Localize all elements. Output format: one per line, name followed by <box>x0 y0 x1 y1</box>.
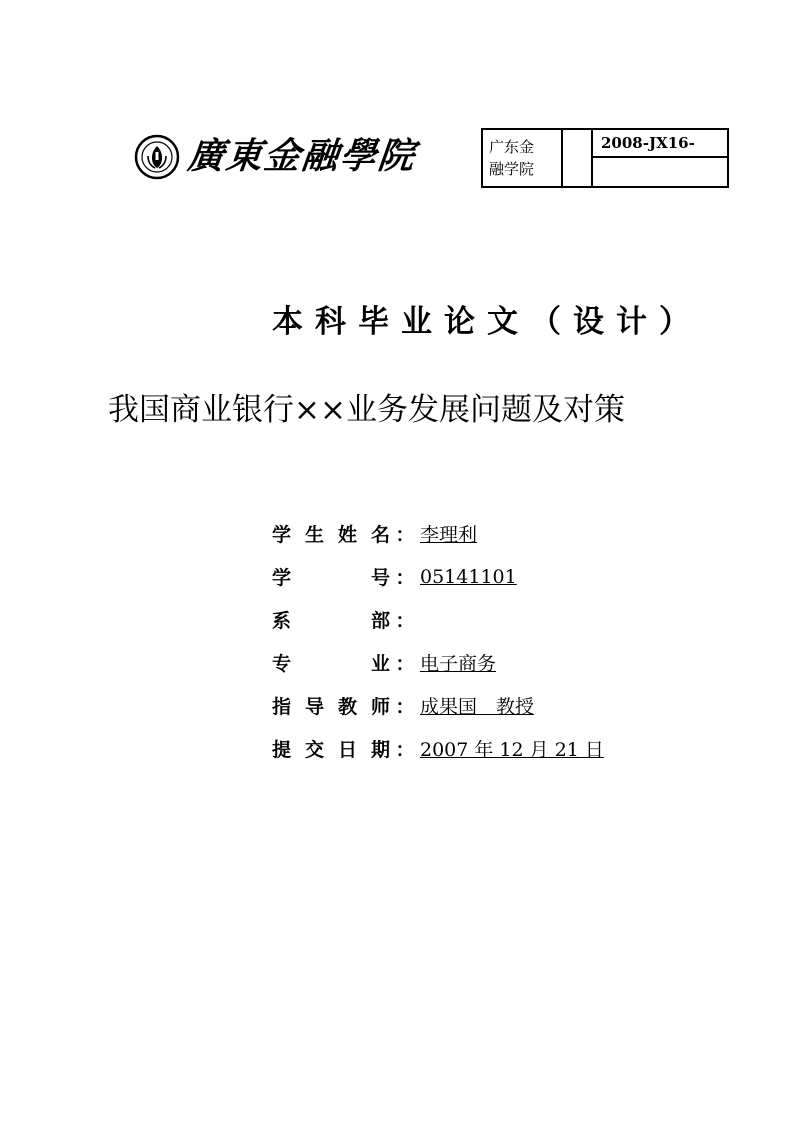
code-table-blank <box>562 129 592 187</box>
info-colon: ： <box>395 567 415 589</box>
info-label: 专 业 <box>272 653 390 675</box>
document-type: 本科毕业论文（设计） <box>272 304 702 340</box>
info-colon: ： <box>395 653 415 675</box>
info-colon: ： <box>395 610 415 632</box>
info-row <box>272 598 604 641</box>
info-row <box>272 512 604 555</box>
info-value: 李理利 <box>420 524 478 546</box>
student-info <box>272 512 604 770</box>
info-label: 学 生 姓 名 <box>272 524 390 546</box>
info-label: 提 交 日 期 <box>272 739 390 761</box>
code-table-empty <box>592 157 728 187</box>
school-seal-icon <box>134 134 180 180</box>
info-colon: ： <box>395 696 415 718</box>
info-value: 电子商务 <box>420 653 497 675</box>
info-value: 成果国 教授 <box>420 696 535 718</box>
info-label: 指 导 教 师 <box>272 696 390 718</box>
school-logo <box>134 132 434 182</box>
info-row <box>272 684 604 727</box>
school-name-logo: 廣東金融學院 <box>185 135 419 177</box>
info-row <box>272 641 604 684</box>
info-value: 05141101 <box>420 565 517 588</box>
code-table-school-text: 广东金 融学院 <box>489 138 535 178</box>
document-title: 我国商业银行××业务发展问题及对策 <box>108 392 625 428</box>
code-table-code: 2008-JX16- <box>592 129 728 157</box>
info-row <box>272 555 604 598</box>
info-colon: ： <box>395 739 415 761</box>
info-value: 2007 年 12 月 21 日 <box>420 739 604 761</box>
info-label: 系 部 <box>272 610 390 632</box>
info-colon: ： <box>395 524 415 546</box>
info-label: 学 号 <box>272 567 390 589</box>
info-row <box>272 727 604 770</box>
code-table-school <box>482 129 562 187</box>
archive-code-table <box>481 128 729 188</box>
